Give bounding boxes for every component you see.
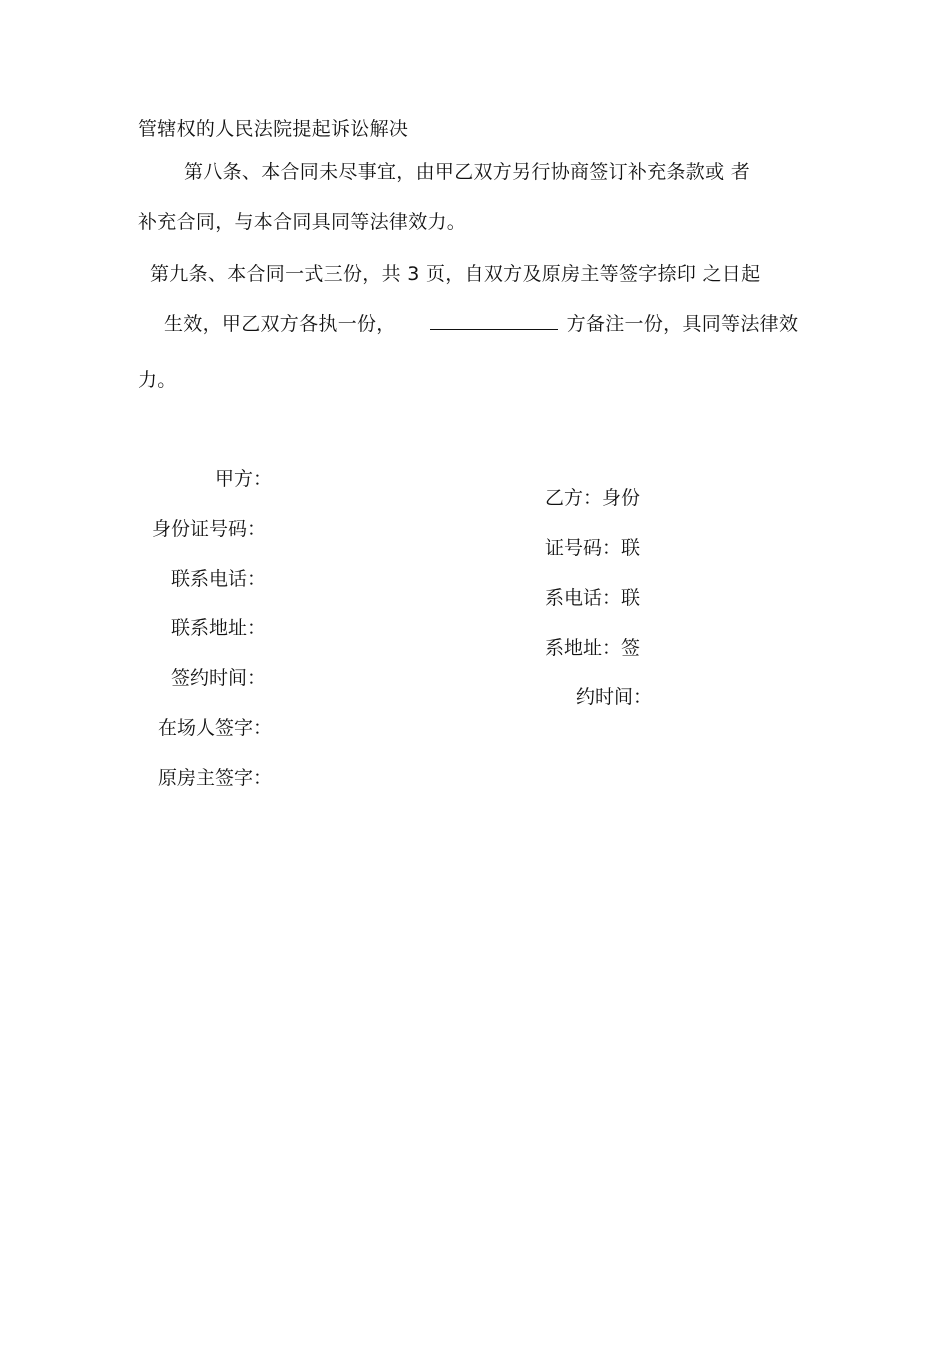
original-owner-sign-label: 原房主签字： [157, 767, 272, 789]
paragraph-line-5 [164, 311, 798, 336]
paragraph-line-2: 第八条、本合同未尽事宜，由甲乙双方另行协商签订补充条款或 者 [184, 161, 751, 183]
party-a-phone-label: 联系电话： [170, 568, 266, 590]
party-b-line-4: 系地址：签 [545, 637, 641, 659]
paragraph-line-5-start: 生效，甲乙双方各执一份， [164, 313, 396, 335]
party-b-line-3: 系电话：联 [545, 587, 641, 609]
paragraph-line-5-end: 方备注一份，具同等法律效 [566, 313, 799, 335]
paragraph-line-1: 管辖权的人民法院提起诉讼解决 [138, 118, 409, 140]
paragraph-line-3: 补充合同，与本合同具同等法律效力。 [138, 211, 467, 233]
party-a-id-label: 身份证号码： [151, 518, 266, 540]
party-b-line-2: 证号码：联 [545, 537, 641, 559]
party-b-line-5: 约时间： [576, 686, 653, 708]
paragraph-line-6: 力。 [138, 369, 177, 391]
witness-sign-label: 在场人签字： [157, 717, 272, 739]
paragraph-line-4: 第九条、本合同一式三份，共 3 页，自双方及原房主等签字捺印 之日起 [150, 263, 761, 285]
party-a-sign-time-label: 签约时间： [170, 667, 266, 689]
party-a-name-label: 甲方： [214, 468, 272, 490]
party-a-address-label: 联系地址： [170, 617, 266, 639]
party-b-line-1: 乙方：身份 [545, 487, 641, 509]
fill-in-blank [430, 311, 558, 330]
